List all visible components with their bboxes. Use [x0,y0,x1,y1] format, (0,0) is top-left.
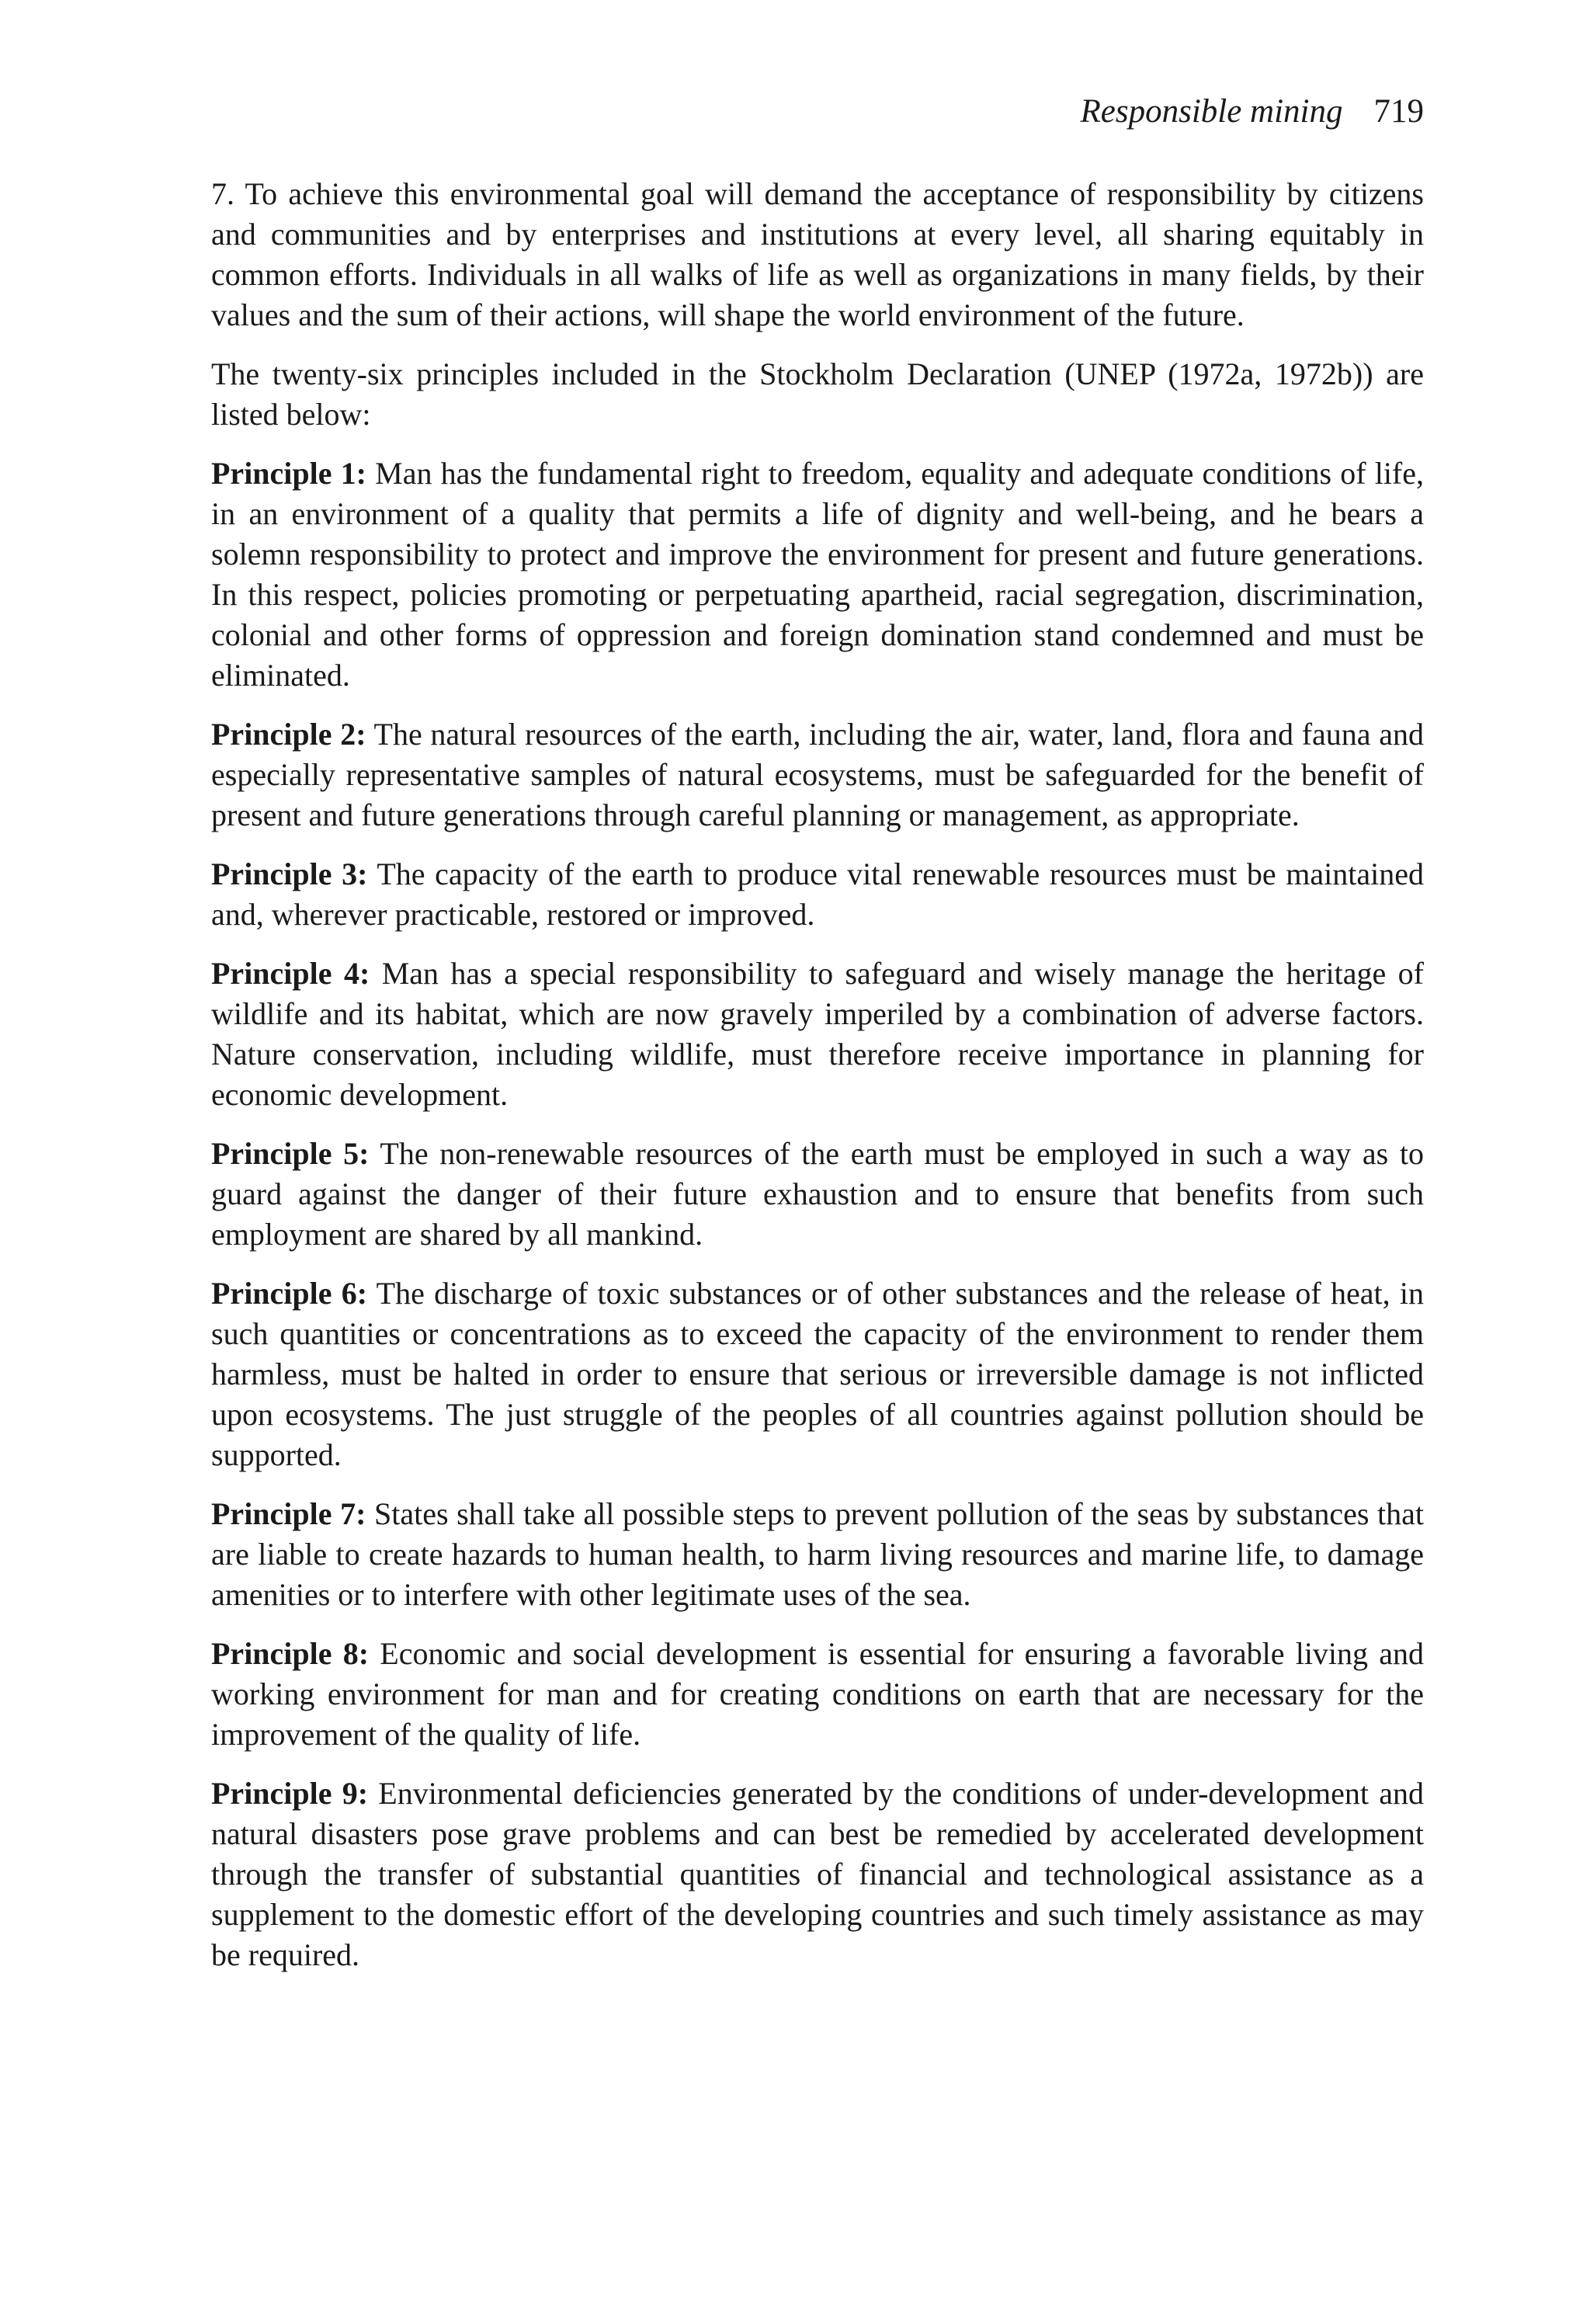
principle-7 [211,1494,1424,1615]
principle-label: Principle 8: [211,1636,370,1671]
principle-9 [211,1773,1424,1975]
principle-1 [211,453,1424,696]
principle-text: States shall take all possible steps to prevent pollution of the seas by substances that are liable to create hazards to human health, to harm living resources and marine life, to damage amenities or to interfere with other legitimate uses of the sea. [211,1496,1424,1612]
principle-text: The natural resources of the earth, including the air, water, land, flora and fauna and especially representative samples of natural ecosystems, must be safeguarded for the benefit of present and future generations through careful planning or management, as appropriate. [211,717,1425,832]
principle-5 [211,1134,1424,1255]
principle-text: Man has a special responsibility to safeguard and wisely manage the heritage of wildlife and its habitat, which are now gravely imperiled by a combination of adverse factors. Nature conservation, including wildlife, must therefore receive importance in planning for economic development. [211,956,1424,1112]
principle-text: Man has the fundamental right to freedom, equality and adequate conditions of life, in an environment of a quality that permits a life of dignity and well-being, and he bears a solemn responsibility to protect and improve the environment for present and future generations. In this respect, policies promoting or perpetuating apartheid, racial segregation, discrimination, colonial and other forms of oppression and foreign domination stand condemned and must be eliminated. [211,456,1425,693]
principle-label: Principle 9: [211,1776,369,1811]
principle-text: Economic and social development is essential for ensuring a favorable living and working environment for man and for creating conditions on earth that are necessary for the improvement of the quality of life. [211,1636,1424,1752]
principle-text: The non-renewable resources of the earth must be employed in such a way as to guard against the danger of their future exhaustion and to ensure that benefits from such employment are shared by all mankind. [211,1136,1424,1252]
principle-label: Principle 5: [211,1136,370,1171]
intro-paragraph: 7. To achieve this environmental goal will demand the acceptance of responsibility by citizens and communities and by enterprises and institutions at every level, all sharing equitably in common efforts. Individuals in all walks of life as well as organizations in many fields, by their values and the sum of their actions, will shape the world environment of the future. [211,176,1424,332]
principle-4 [211,954,1424,1115]
principle-6 [211,1273,1424,1475]
page-number: 719 [1373,93,1424,130]
principle-3 [211,854,1424,935]
body-text [211,174,1424,1994]
principle-text: The discharge of toxic substances or of other substances and the release of heat, in such quantities or concentrations as to exceed the capacity of the environment to render them harmless, must be halted in order to ensure that serious or irreversible damage is not inflicted upon ecosystems. The just struggle of the peoples of all countries against pollution should be supported. [211,1276,1424,1472]
principle-label: Principle 3: [211,856,368,891]
principle-8 [211,1634,1424,1755]
principle-label: Principle 1: [211,456,366,491]
principle-label: Principle 7: [211,1496,366,1531]
principle-text: The capacity of the earth to produce vital renewable resources must be maintained and, wherever practicable, restored or improved. [211,856,1424,932]
lead-in-paragraph: The twenty-six principles included in the Stockholm Declaration (UNEP (1972a, 1972b)) are listed below: [211,356,1424,432]
running-header [1081,92,1425,132]
principle-label: Principle 6: [211,1276,368,1311]
principle-text: Environmental deficiencies generated by the conditions of under-development and natural disasters pose grave problems and can best be remedied by accelerated development through the transfer of substantial quantities of financial and technological assistance as a supplement to the domestic effort of the developing countries and such timely assistance as may be required. [211,1776,1424,1972]
running-header-title: Responsible mining [1080,93,1343,130]
principle-label: Principle 4: [211,956,370,991]
principle-label: Principle 2: [211,717,366,752]
principle-2 [211,714,1424,835]
